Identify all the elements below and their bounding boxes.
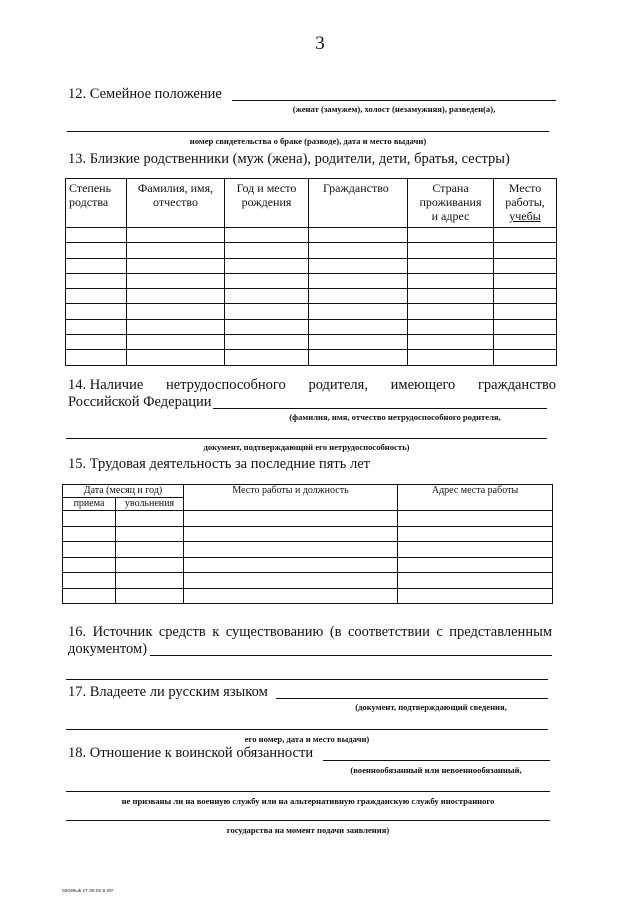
relatives-table-cell[interactable] xyxy=(408,243,494,258)
relatives-table-cell[interactable] xyxy=(66,273,127,288)
section-14-word: родителя, xyxy=(308,377,368,393)
relatives-table-cell[interactable] xyxy=(309,319,408,334)
relatives-table-cell[interactable] xyxy=(309,350,408,365)
relatives-table-cell[interactable] xyxy=(494,258,557,273)
section-16-label-line-2: документом) xyxy=(68,641,148,657)
relatives-table-cell[interactable] xyxy=(309,228,408,243)
work-history-cell[interactable] xyxy=(398,557,553,573)
work-history-row xyxy=(63,588,553,604)
relatives-table-cell[interactable] xyxy=(127,335,225,350)
work-history-cell[interactable] xyxy=(63,526,116,542)
relatives-table-cell[interactable] xyxy=(127,258,225,273)
work-history-cell[interactable] xyxy=(184,588,398,604)
work-history-header-row xyxy=(63,485,553,498)
page-number: 3 xyxy=(315,33,325,54)
work-history-cell[interactable] xyxy=(184,542,398,558)
work-history-cell[interactable] xyxy=(398,573,553,589)
relatives-table-cell[interactable] xyxy=(66,258,127,273)
relatives-table-cell[interactable] xyxy=(408,273,494,288)
military-service-field[interactable] xyxy=(66,791,550,792)
work-history-cell[interactable] xyxy=(184,511,398,527)
work-history-cell[interactable] xyxy=(184,526,398,542)
section-16-label-line-1: 16. Источник средств к существованию (в соответствии с представленным xyxy=(68,624,552,640)
header-text-line: Страна xyxy=(432,181,469,195)
footer-code: 02039ыk 27 09 02 6 ЮГ xyxy=(62,889,114,894)
section-12-label: 12. Семейное положение xyxy=(68,86,222,102)
relatives-table-cell[interactable] xyxy=(494,243,557,258)
section-17-hint-2: его номер, дата и место выдачи) xyxy=(244,734,370,744)
work-history-cell[interactable] xyxy=(63,542,116,558)
relatives-table-cell[interactable] xyxy=(225,350,309,365)
relatives-table-cell[interactable] xyxy=(408,258,494,273)
russian-language-field[interactable] xyxy=(276,698,548,699)
header-text-line: Место xyxy=(508,181,542,195)
relatives-table-cell[interactable] xyxy=(309,273,408,288)
disability-document-field[interactable] xyxy=(66,438,547,439)
section-14-word: гражданство xyxy=(477,377,556,393)
work-history-cell[interactable] xyxy=(116,557,184,573)
relatives-table-cell[interactable] xyxy=(66,350,127,365)
relatives-col-header xyxy=(408,179,494,228)
relatives-table-row xyxy=(66,304,557,319)
relatives-table-row xyxy=(66,243,557,258)
income-source-field[interactable] xyxy=(150,655,552,656)
relatives-table-cell[interactable] xyxy=(225,243,309,258)
relatives-table-cell[interactable] xyxy=(66,335,127,350)
relatives-table-cell[interactable] xyxy=(225,319,309,334)
section-14-hint-1: (фамилия, имя, отчество нетрудоспособного родителя, xyxy=(289,412,501,422)
section-18-hint-3: государства на момент подачи заявления) xyxy=(226,825,390,835)
work-history-cell[interactable] xyxy=(398,542,553,558)
relatives-table-cell[interactable] xyxy=(127,304,225,319)
leave-date-header: увольнения xyxy=(116,498,184,511)
russian-language-document-field[interactable] xyxy=(66,729,548,730)
work-history-cell[interactable] xyxy=(398,511,553,527)
relatives-table-cell[interactable] xyxy=(494,289,557,304)
disabled-parent-name-field[interactable] xyxy=(213,408,547,409)
work-address-header: Адрес места работы xyxy=(398,485,553,511)
relatives-table-cell[interactable] xyxy=(494,304,557,319)
marriage-certificate-field[interactable] xyxy=(67,131,549,132)
relatives-table-row xyxy=(66,319,557,334)
work-history-cell[interactable] xyxy=(63,557,116,573)
relatives-table-cell[interactable] xyxy=(408,304,494,319)
header-text-line: Год и место xyxy=(236,181,297,195)
relatives-table-row xyxy=(66,228,557,243)
header-text-line: проживания xyxy=(419,195,482,209)
relatives-table-cell[interactable] xyxy=(225,304,309,319)
work-history-cell[interactable] xyxy=(63,573,116,589)
relatives-table-cell[interactable] xyxy=(66,304,127,319)
relatives-table-cell[interactable] xyxy=(309,289,408,304)
relatives-table-cell[interactable] xyxy=(127,350,225,365)
relatives-table-cell[interactable] xyxy=(494,273,557,288)
relatives-table-cell[interactable] xyxy=(225,258,309,273)
relatives-col-header xyxy=(309,179,408,228)
relatives-table-cell[interactable] xyxy=(127,243,225,258)
relatives-table-row xyxy=(66,289,557,304)
relatives-table-cell[interactable] xyxy=(494,350,557,365)
date-group-header: Дата (месяц и год) xyxy=(63,485,184,498)
relatives-col-header xyxy=(494,179,557,228)
relatives-table-cell[interactable] xyxy=(309,258,408,273)
relatives-table-cell[interactable] xyxy=(225,289,309,304)
section-17-label: 17. Владеете ли русским языком xyxy=(68,684,268,700)
header-text-line: и адрес xyxy=(431,209,470,223)
relatives-table-cell[interactable] xyxy=(66,228,127,243)
relatives-table-cell[interactable] xyxy=(408,335,494,350)
relatives-table-cell[interactable] xyxy=(408,350,494,365)
relatives-table-cell[interactable] xyxy=(408,228,494,243)
work-history-cell[interactable] xyxy=(116,542,184,558)
relatives-table-header xyxy=(66,179,557,228)
relatives-table-cell[interactable] xyxy=(494,319,557,334)
work-history-cell[interactable] xyxy=(398,588,553,604)
relatives-table-row xyxy=(66,350,557,365)
military-status-field[interactable] xyxy=(323,760,550,761)
section-14-label-line-2: Российской Федерации xyxy=(68,394,212,410)
relatives-table-cell[interactable] xyxy=(225,335,309,350)
relatives-table-cell[interactable] xyxy=(66,243,127,258)
relatives-table-row xyxy=(66,273,557,288)
section-14-word: 14. Наличие xyxy=(68,377,144,393)
work-history-cell[interactable] xyxy=(184,557,398,573)
work-history-cell[interactable] xyxy=(398,526,553,542)
work-history-row xyxy=(63,557,553,573)
header-text-line: учебы xyxy=(509,209,541,223)
section-14-hint-2: документ, подтверждающий его нетрудоспособность) xyxy=(203,442,410,452)
work-history-row xyxy=(63,526,553,542)
header-text-line: Фамилия, имя, xyxy=(137,181,214,195)
header-text-line: отчество xyxy=(153,195,198,209)
header-text-line: Гражданство xyxy=(323,181,389,195)
relatives-table-cell[interactable] xyxy=(309,335,408,350)
relatives-col-header xyxy=(225,179,309,228)
military-service-field-continued[interactable] xyxy=(66,820,550,821)
relatives-table-cell[interactable] xyxy=(408,289,494,304)
section-14-word: имеющего xyxy=(390,377,456,393)
income-source-field-continued[interactable] xyxy=(66,679,548,680)
work-history-cell[interactable] xyxy=(116,511,184,527)
relatives-table-cell[interactable] xyxy=(127,273,225,288)
section-18-label: 18. Отношение к воинской обязанности xyxy=(68,745,314,761)
section-18-hint-2: не призваны ли на военную службу или на альтернативную гражданскую службу иностранного xyxy=(121,796,495,806)
section-14-label-line-1 xyxy=(68,377,556,393)
section-14-word: нетрудоспособного xyxy=(165,377,286,393)
relatives-col-header xyxy=(66,179,127,228)
relatives-col-header xyxy=(127,179,225,228)
relatives-table-cell[interactable] xyxy=(127,319,225,334)
work-history-row xyxy=(63,573,553,589)
relatives-table-cell[interactable] xyxy=(494,335,557,350)
work-history-row xyxy=(63,511,553,527)
header-text-line: работы, xyxy=(505,195,545,209)
section-12-hint-2: номер свидетельства о браке (разводе), дата и место выдачи) xyxy=(189,136,427,146)
relatives-table-row xyxy=(66,258,557,273)
relatives-table-cell[interactable] xyxy=(408,319,494,334)
relatives-table-cell[interactable] xyxy=(127,289,225,304)
work-history-cell[interactable] xyxy=(116,526,184,542)
relatives-table xyxy=(65,178,557,366)
section-17-hint-1: (документ, подтверждающий сведения, xyxy=(355,702,507,712)
marital-status-field[interactable] xyxy=(232,100,556,101)
relatives-table-cell[interactable] xyxy=(225,228,309,243)
relatives-table-cell[interactable] xyxy=(127,228,225,243)
work-history-cell[interactable] xyxy=(184,573,398,589)
work-history-cell[interactable] xyxy=(63,588,116,604)
header-text-line: рождения xyxy=(241,195,292,209)
work-history-cell[interactable] xyxy=(116,573,184,589)
relatives-table-cell[interactable] xyxy=(309,243,408,258)
header-text-line: Степень xyxy=(69,181,112,195)
relatives-table-cell[interactable] xyxy=(309,304,408,319)
section-13-label: 13. Близкие родственники (муж (жена), родители, дети, братья, сестры) xyxy=(68,151,510,167)
section-18-hint-1: (военнообязанный или невоеннообязанный, xyxy=(350,765,522,775)
relatives-table-cell[interactable] xyxy=(66,319,127,334)
work-history-row xyxy=(63,542,553,558)
work-history-cell[interactable] xyxy=(116,588,184,604)
relatives-table-cell[interactable] xyxy=(66,289,127,304)
work-history-cell[interactable] xyxy=(63,511,116,527)
header-text-line: родства xyxy=(69,195,109,209)
section-12-hint-1: (женат (замужем), холост (незамужняя), разведен(а), xyxy=(292,104,496,114)
relatives-table-cell[interactable] xyxy=(225,273,309,288)
workplace-header: Место работы и должность xyxy=(184,485,398,511)
section-15-label: 15. Трудовая деятельность за последние пять лет xyxy=(68,456,370,472)
hire-date-header: приема xyxy=(63,498,116,511)
work-history-table xyxy=(62,484,553,604)
relatives-table-cell[interactable] xyxy=(494,228,557,243)
relatives-table-row xyxy=(66,335,557,350)
